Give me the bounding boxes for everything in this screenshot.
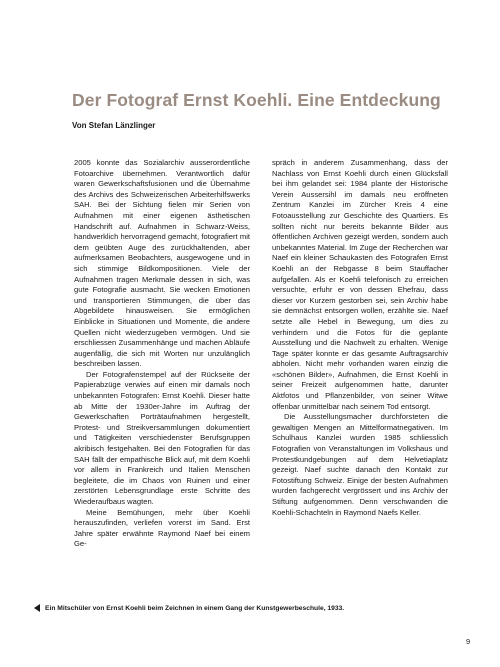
article-byline: Von Stefan Länzlinger [72,121,156,130]
article-title: Der Fotograf Ernst Koehli. Eine Entdeckung [72,90,441,110]
paragraph: Der Fotografenstempel auf der Rückseite der Papierabzüge verwies auf einen mir damals noch unbekannten Fotografen: Ernst Koehli. Dieser hatte ab Mitte der 1930er-Jahre im Auftrag der Gewerkschaften Porträtaufnahmen hergestellt, Protest- und Streikversammlungen dokumentiert und Tätigkeiten verschiedenster Berufsgruppen akribisch festgehalten. Bei den Fotografien für das SAH fällt der empathische Blick auf, mit dem Koehli vor allem in Frankreich und Italien Menschen begleitete, die im Chaos von Ruinen und einer zerstörten Lebensgrundlage erste Schritte des Wiederaufbaus wagten. [74,369,250,506]
paragraph: Meine Bemühungen, mehr über Koehli herauszufinden, verliefen vorerst im Sand. Erst Jahre später erwähnte Raymond Naef bei einem Ge- [74,507,250,549]
paragraph: 2005 konnte das Sozialarchiv ausserordentliche Fotoarchive übernehmen. Verantwortlich dafür waren Gewerkschaftsfusionen und die Übernahme des Archivs des Schweizerischen Arbeiterhilfswerks SAH. Bei der Sichtung fielen mir Serien von Aufnahmen mit einer eigenen ästhetischen Handschrift auf. Aufnahmen in Schwarz-Weiss, handwerklich hervorragend gemacht, fotografiert mit dem geübten Auge des zurückhaltenden, aber aufmerksamen Beobachters, ausgewogene und in sich stimmige Bildkompositionen. Viele der Aufnahmen tragen Merkmale dessen in sich, was gute Fotografie ausmacht. Sie wecken Emotionen und transportieren Stimmungen, die über das Abgebildete hinausweisen. Sie ermöglichen Einblicke in Situationen und Momente, die andere Quellen nicht wiederzugeben vermögen. Und sie erschliessen Zusammenhänge und machen Abläufe augenfällig, die sich mit Worten nur unzulänglich beschreiben lassen. [74,158,250,369]
arrow-left-icon [34,604,40,612]
page-number: 9 [466,637,471,646]
paragraph: spräch in anderem Zusammenhang, dass der Nachlass von Ernst Koehli durch einen Glücksfall bei ihm gelandet sei: 1984 plante der Historische Verein Aussersihl im damals neu eröffneten Zentrum Kanzlei im Zürcher Kreis 4 eine Fotoausstellung zur Geschichte des Quartiers. Es sollten nicht nur bereits bekannte Bilder aus öffentlichen Archiven gezeigt werden, sondern auch unbekanntes Material. Im Zuge der Recherchen war Naef ein kleiner Schaukasten des Fotografen Ernst Koehli an der Rebgasse 8 beim Stauffacher aufgefallen. Als er Koehli telefonisch zu erreichen versuchte, erfuhr er von dessen Ehefrau, dass dieser vor Kurzem gestorben sei, sein Archiv habe sie demnächst entsorgen wollen, erzählte sie. Naef setzte alle Hebel in Bewegung, um dies zu verhindern und die Fotos für die geplante Ausstellung und die Nachwelt zu erhalten. Wenige Tage später konnte er das gesamte Auftragsarchiv abholen. Nicht mehr vorhanden waren einzig die «schönen Bilder», Aufnahmen, die Ernst Koehli in seiner Freizeit aufgenommen hatte, darunter Aktfotos und Pflanzenbilder, von seiner Witwe offenbar unmittelbar nach seinem Tod entsorgt. [272,158,448,411]
paragraph: Die Ausstellungsmacher durchforsteten die gewaltigen Mengen an Mittelformatnegativen. Im Schulhaus Kanzlei wurden 1985 schliesslich Fotografien von Veranstaltungen im Volkshaus und Protestkundgebungen auf dem Helvetiaplatz gezeigt. Naef suchte danach den Kontakt zur Fotostiftung Schweiz. Einige der besten Aufnahmen wurden fachgerecht vergrössert und ins Archiv der Stiftung aufgenommen. Denn verschwanden die Koehli-Schachteln in Raymond Naefs Keller. [272,412,448,517]
photo-caption [34,604,474,612]
caption-text: Ein Mitschüler von Ernst Koehli beim Zeichnen in einem Gang der Kunstgewerbeschule, 1933. [45,604,345,612]
text-column-left [74,158,250,550]
text-column-right [272,158,448,518]
